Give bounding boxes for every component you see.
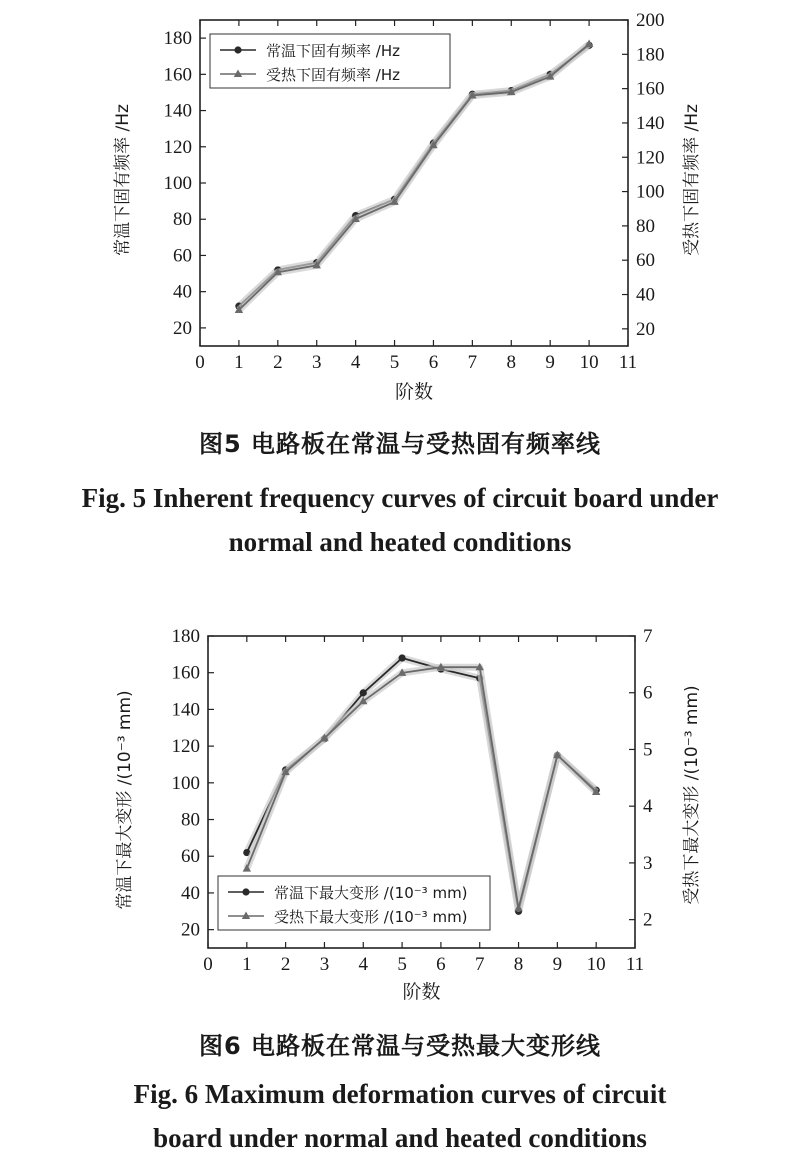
left-y-tick-label: 140: [171, 699, 200, 721]
x-tick-label: 1: [242, 954, 252, 975]
caption-fig5-en-line1: Fig. 5 Inherent frequency curves of circuit board under: [81, 483, 719, 513]
series-halo: [247, 658, 596, 911]
figure-6: [0, 610, 800, 1170]
left-y-tick-label: 40: [173, 281, 192, 303]
caption-fig6-en-line1: Fig. 6 Maximum deformation curves of circuit: [133, 1079, 667, 1109]
left-y-tick-label: 60: [173, 245, 192, 267]
legend-label: 常温下最大变形 /(10⁻³ mm): [274, 884, 468, 902]
x-tick-label: 4: [358, 954, 369, 975]
x-tick-label: 2: [273, 352, 283, 373]
x-tick-label: 0: [195, 352, 205, 373]
x-tick-label: 7: [467, 352, 478, 373]
right-y-tick-label: 6: [643, 682, 653, 704]
x-tick-label: 8: [506, 352, 517, 373]
x-tick-label: 4: [350, 352, 361, 373]
left-y-tick-label: 160: [171, 662, 200, 684]
series-line-normal: [247, 658, 596, 911]
legend-marker-circle: [234, 46, 241, 53]
x-axis-label: 阶数: [394, 381, 434, 403]
x-tick-label: 2: [280, 954, 291, 975]
series-halo: [247, 667, 596, 908]
right-y-tick-label: 180: [636, 44, 665, 66]
legend-label: 受热下固有频率 /Hz: [266, 66, 400, 84]
left-y-tick-label: 80: [181, 809, 200, 831]
right-y-tick-label: 80: [636, 215, 655, 237]
chart-fig6: [0, 610, 800, 1010]
x-tick-label: 5: [397, 954, 407, 975]
left-y-tick-label: 80: [173, 209, 192, 231]
x-tick-label: 8: [513, 954, 524, 975]
left-y-tick-label: 40: [181, 882, 200, 904]
x-tick-label: 10: [579, 352, 599, 373]
x-axis-label: 阶数: [402, 981, 441, 1003]
x-tick-label: 6: [436, 954, 446, 975]
x-tick-label: 9: [552, 954, 563, 975]
left-y-tick-label: 180: [163, 28, 192, 50]
left-y-axis-label: 常温下固有频率 /Hz: [113, 104, 133, 256]
right-y-axis-label: 受热下固有频率 /Hz: [682, 104, 702, 256]
left-y-tick-label: 100: [171, 772, 200, 794]
right-y-tick-label: 160: [636, 78, 665, 100]
figure-5: [0, 0, 800, 570]
chart-fig5: [0, 0, 800, 410]
right-y-tick-label: 5: [643, 739, 653, 761]
x-tick-label: 10: [586, 954, 606, 975]
left-y-tick-label: 160: [163, 64, 192, 86]
left-y-tick-label: 60: [181, 846, 200, 868]
x-tick-label: 11: [625, 954, 645, 975]
caption-fig5-zh: 图5 电路板在常温与受热固有频率线: [198, 430, 602, 458]
left-y-tick-label: 20: [173, 317, 192, 339]
left-y-tick-label: 20: [181, 919, 200, 941]
data-point-circle: [398, 654, 405, 661]
left-y-tick-label: 100: [163, 173, 192, 194]
right-y-tick-label: 200: [636, 10, 665, 31]
caption-fig6-en: [0, 1072, 800, 1160]
left-y-tick-label: 180: [171, 626, 200, 647]
legend-label: 常温下固有频率 /Hz: [266, 42, 400, 60]
right-y-tick-label: 140: [636, 112, 665, 134]
right-y-tick-label: 3: [643, 852, 653, 874]
left-y-axis-label: 常温下最大变形 /(10⁻³ mm): [115, 690, 135, 910]
caption-fig6-zh: 图6 电路板在常温与受热最大变形线: [198, 1032, 602, 1060]
x-tick-label: 9: [545, 352, 555, 373]
left-y-tick-label: 120: [163, 136, 192, 158]
legend-marker-circle: [242, 888, 249, 895]
right-y-axis-label: 受热下最大变形 /(10⁻³ mm): [682, 685, 702, 905]
series-line-heated: [247, 667, 596, 908]
caption-fig5-en-line2: normal and heated conditions: [228, 527, 572, 557]
right-y-tick-label: 60: [636, 250, 655, 272]
left-y-tick-label: 120: [171, 736, 200, 758]
x-tick-label: 3: [311, 352, 322, 373]
right-y-tick-label: 120: [636, 147, 665, 169]
x-tick-label: 11: [618, 352, 638, 373]
right-y-tick-label: 100: [636, 181, 665, 203]
x-tick-label: 3: [319, 954, 330, 975]
x-tick-label: 1: [234, 352, 244, 373]
right-y-tick-label: 2: [643, 909, 653, 931]
right-y-tick-label: 7: [643, 626, 653, 647]
right-y-tick-label: 4: [643, 796, 653, 818]
right-y-tick-label: 40: [636, 284, 655, 306]
x-tick-label: 0: [203, 954, 213, 975]
caption-fig5-en: [0, 476, 800, 564]
left-y-tick-label: 140: [163, 100, 192, 122]
x-tick-label: 6: [428, 352, 439, 373]
caption-fig6-en-line2: board under normal and heated conditions: [153, 1123, 647, 1153]
legend-label: 受热下最大变形 /(10⁻³ mm): [274, 908, 468, 926]
right-y-tick-label: 20: [636, 318, 655, 340]
x-tick-label: 5: [389, 352, 400, 373]
x-tick-label: 7: [474, 954, 485, 975]
